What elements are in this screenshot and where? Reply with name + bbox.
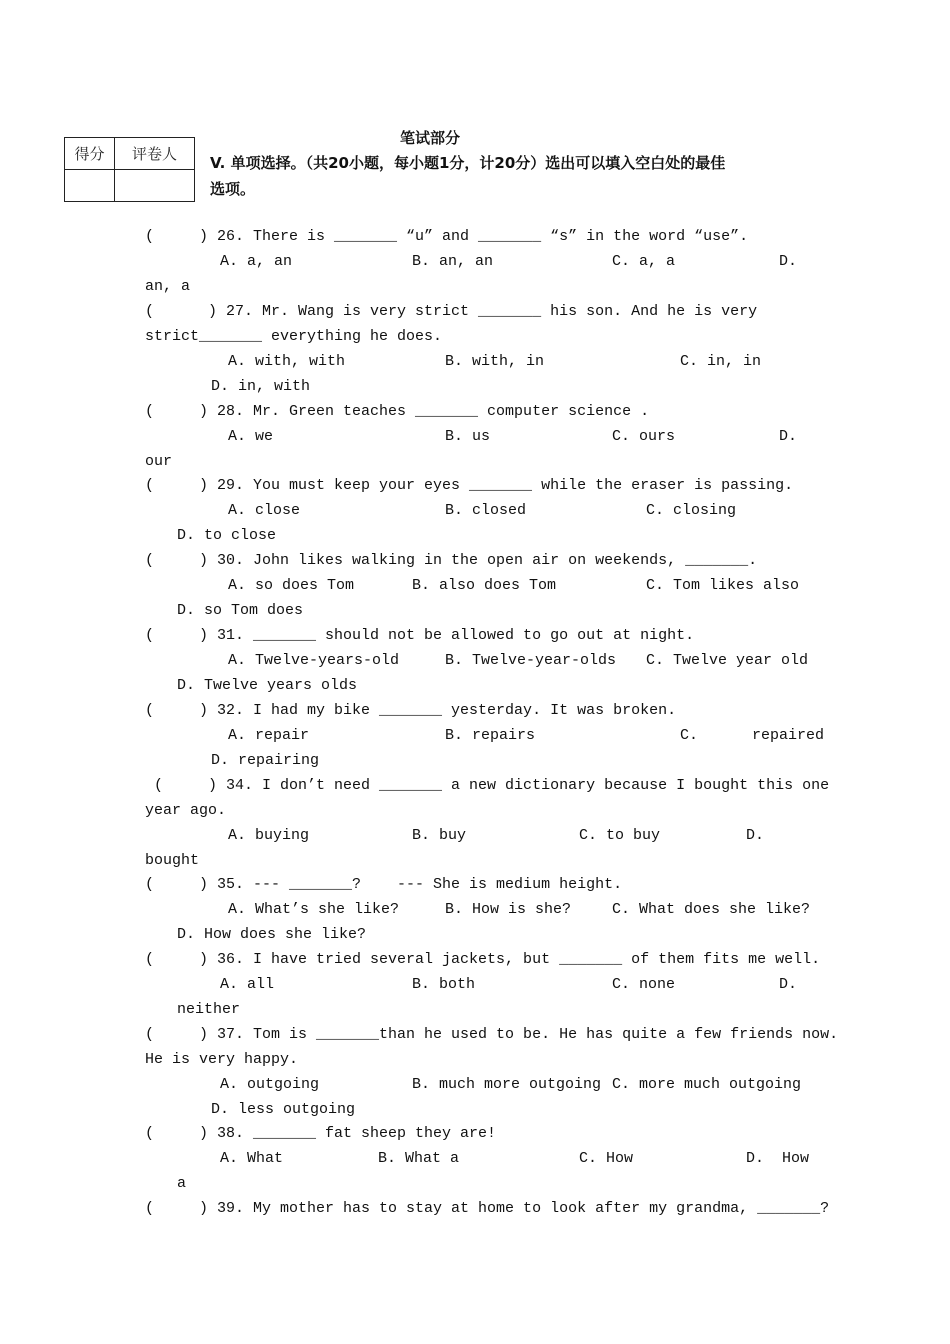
question-35-option-a[interactable]: A. What’s she like?: [228, 901, 400, 918]
question-26-stem: ( ) 26. There is _______ “u” and _______ “s” in the word “use”.: [145, 228, 749, 245]
question-32-option-d[interactable]: D. repairing: [211, 752, 320, 769]
question-34-option-b[interactable]: B. buy: [412, 827, 467, 844]
question-37-option-a[interactable]: A. outgoing: [220, 1076, 320, 1093]
question-34-stem-cont: year ago.: [145, 802, 227, 819]
question-39-stem: ( ) 39. My mother has to stay at home to look after my grandma, _______?: [145, 1200, 830, 1217]
grader-cell[interactable]: [115, 170, 195, 202]
question-28-stem: ( ) 28. Mr. Green teaches _______ computer science .: [145, 403, 650, 420]
question-31-option-c[interactable]: C. Twelve year old: [646, 652, 809, 669]
question-38-option-b[interactable]: B. What a: [378, 1150, 460, 1167]
question-30-stem: ( ) 30. John likes walking in the open air on weekends, _______.: [145, 552, 758, 569]
question-34-option-d-text: bought: [145, 852, 200, 869]
question-32-stem: ( ) 32. I had my bike _______ yesterday. It was broken.: [145, 702, 677, 719]
question-37-stem: ( ) 37. Tom is _______than he used to be. He has quite a few friends now.: [145, 1026, 839, 1043]
question-36-option-a[interactable]: A. all: [220, 976, 275, 993]
instructions-line-2: 选项。: [210, 180, 256, 198]
question-35-stem: ( ) 35. --- _______? --- She is medium height.: [145, 876, 623, 893]
instructions-line-1: V. 单项选择。（共20小题，每小题1分，计20分）选出可以填入空白处的最佳: [210, 154, 726, 172]
question-30-option-d[interactable]: D. so Tom does: [177, 602, 304, 619]
question-38-option-c[interactable]: C. How: [579, 1150, 634, 1167]
question-36-option-d-text: neither: [177, 1001, 241, 1018]
question-30-option-b[interactable]: B. also does Tom: [412, 577, 557, 594]
question-28-option-d[interactable]: D.: [779, 428, 798, 445]
question-37-option-d[interactable]: D. less outgoing: [211, 1101, 356, 1118]
question-31-option-b[interactable]: B. Twelve-year-olds: [445, 652, 617, 669]
question-29-stem: ( ) 29. You must keep your eyes _______ while the eraser is passing.: [145, 477, 794, 494]
question-32-option-a[interactable]: A. repair: [228, 727, 310, 744]
question-36-option-c[interactable]: C. none: [612, 976, 676, 993]
question-29-option-b[interactable]: B. closed: [445, 502, 527, 519]
question-37-option-c[interactable]: C. more much outgoing: [612, 1076, 802, 1093]
question-31-option-d[interactable]: D. Twelve years olds: [177, 677, 358, 694]
question-28-option-d-text: our: [145, 453, 173, 470]
question-28-option-a[interactable]: A. we: [228, 428, 274, 445]
question-35-option-c[interactable]: C. What does she like?: [612, 901, 811, 918]
question-28-option-c[interactable]: C. ours: [612, 428, 676, 445]
question-26-option-b[interactable]: B. an, an: [412, 253, 494, 270]
question-31-option-a[interactable]: A. Twelve-years-old: [228, 652, 400, 669]
question-27-option-c[interactable]: C. in, in: [680, 353, 762, 370]
section-title: 笔试部分: [399, 129, 460, 147]
grader-header: 评卷人: [115, 138, 195, 170]
question-27-stem-cont: strict_______ everything he does.: [145, 328, 443, 345]
question-27-stem: ( ) 27. Mr. Wang is very strict _______ his son. And he is very: [145, 303, 758, 320]
question-36-option-b[interactable]: B. both: [412, 976, 476, 993]
question-27-option-b[interactable]: B. with, in: [445, 353, 545, 370]
question-31-stem: ( ) 31. _______ should not be allowed to go out at night.: [145, 627, 695, 644]
question-34-stem: ( ) 34. I don’t need _______ a new dictionary because I bought this one: [145, 777, 830, 794]
question-38-option-d-text: a: [177, 1175, 187, 1192]
question-28-option-b[interactable]: B. us: [445, 428, 491, 445]
question-37-option-b[interactable]: B. much more outgoing: [412, 1076, 602, 1093]
question-26-option-d[interactable]: D.: [779, 253, 798, 270]
score-cell[interactable]: [65, 170, 115, 202]
question-30-option-c[interactable]: C. Tom likes also: [646, 577, 800, 594]
question-34-option-a[interactable]: A. buying: [228, 827, 310, 844]
question-26-option-a[interactable]: A. a, an: [220, 253, 293, 270]
question-29-option-d[interactable]: D. to close: [177, 527, 277, 544]
question-30-option-a[interactable]: A. so does Tom: [228, 577, 355, 594]
question-29-option-a[interactable]: A. close: [228, 502, 301, 519]
question-38-stem: ( ) 38. _______ fat sheep they are!: [145, 1125, 497, 1142]
question-32-option-c[interactable]: C. repaired: [680, 727, 825, 744]
question-38-option-d[interactable]: D. How: [746, 1150, 810, 1167]
score-header: 得分: [65, 138, 115, 170]
question-27-option-a[interactable]: A. with, with: [228, 353, 346, 370]
question-27-option-d[interactable]: D. in, with: [211, 378, 311, 395]
question-32-option-b[interactable]: B. repairs: [445, 727, 536, 744]
question-36-option-d[interactable]: D.: [779, 976, 798, 993]
question-34-option-c[interactable]: C. to buy: [579, 827, 661, 844]
question-34-option-d[interactable]: D.: [746, 827, 765, 844]
question-26-option-c[interactable]: C. a, a: [612, 253, 676, 270]
question-35-option-d[interactable]: D. How does she like?: [177, 926, 367, 943]
question-37-stem-cont: He is very happy.: [145, 1051, 299, 1068]
question-35-option-b[interactable]: B. How is she?: [445, 901, 572, 918]
question-38-option-a[interactable]: A. What: [220, 1150, 284, 1167]
question-29-option-c[interactable]: C. closing: [646, 502, 737, 519]
question-36-stem: ( ) 36. I have tried several jackets, but _______ of them fits me well.: [145, 951, 821, 968]
question-26-option-d-text: an, a: [145, 278, 191, 295]
section-instructions: [210, 150, 810, 202]
